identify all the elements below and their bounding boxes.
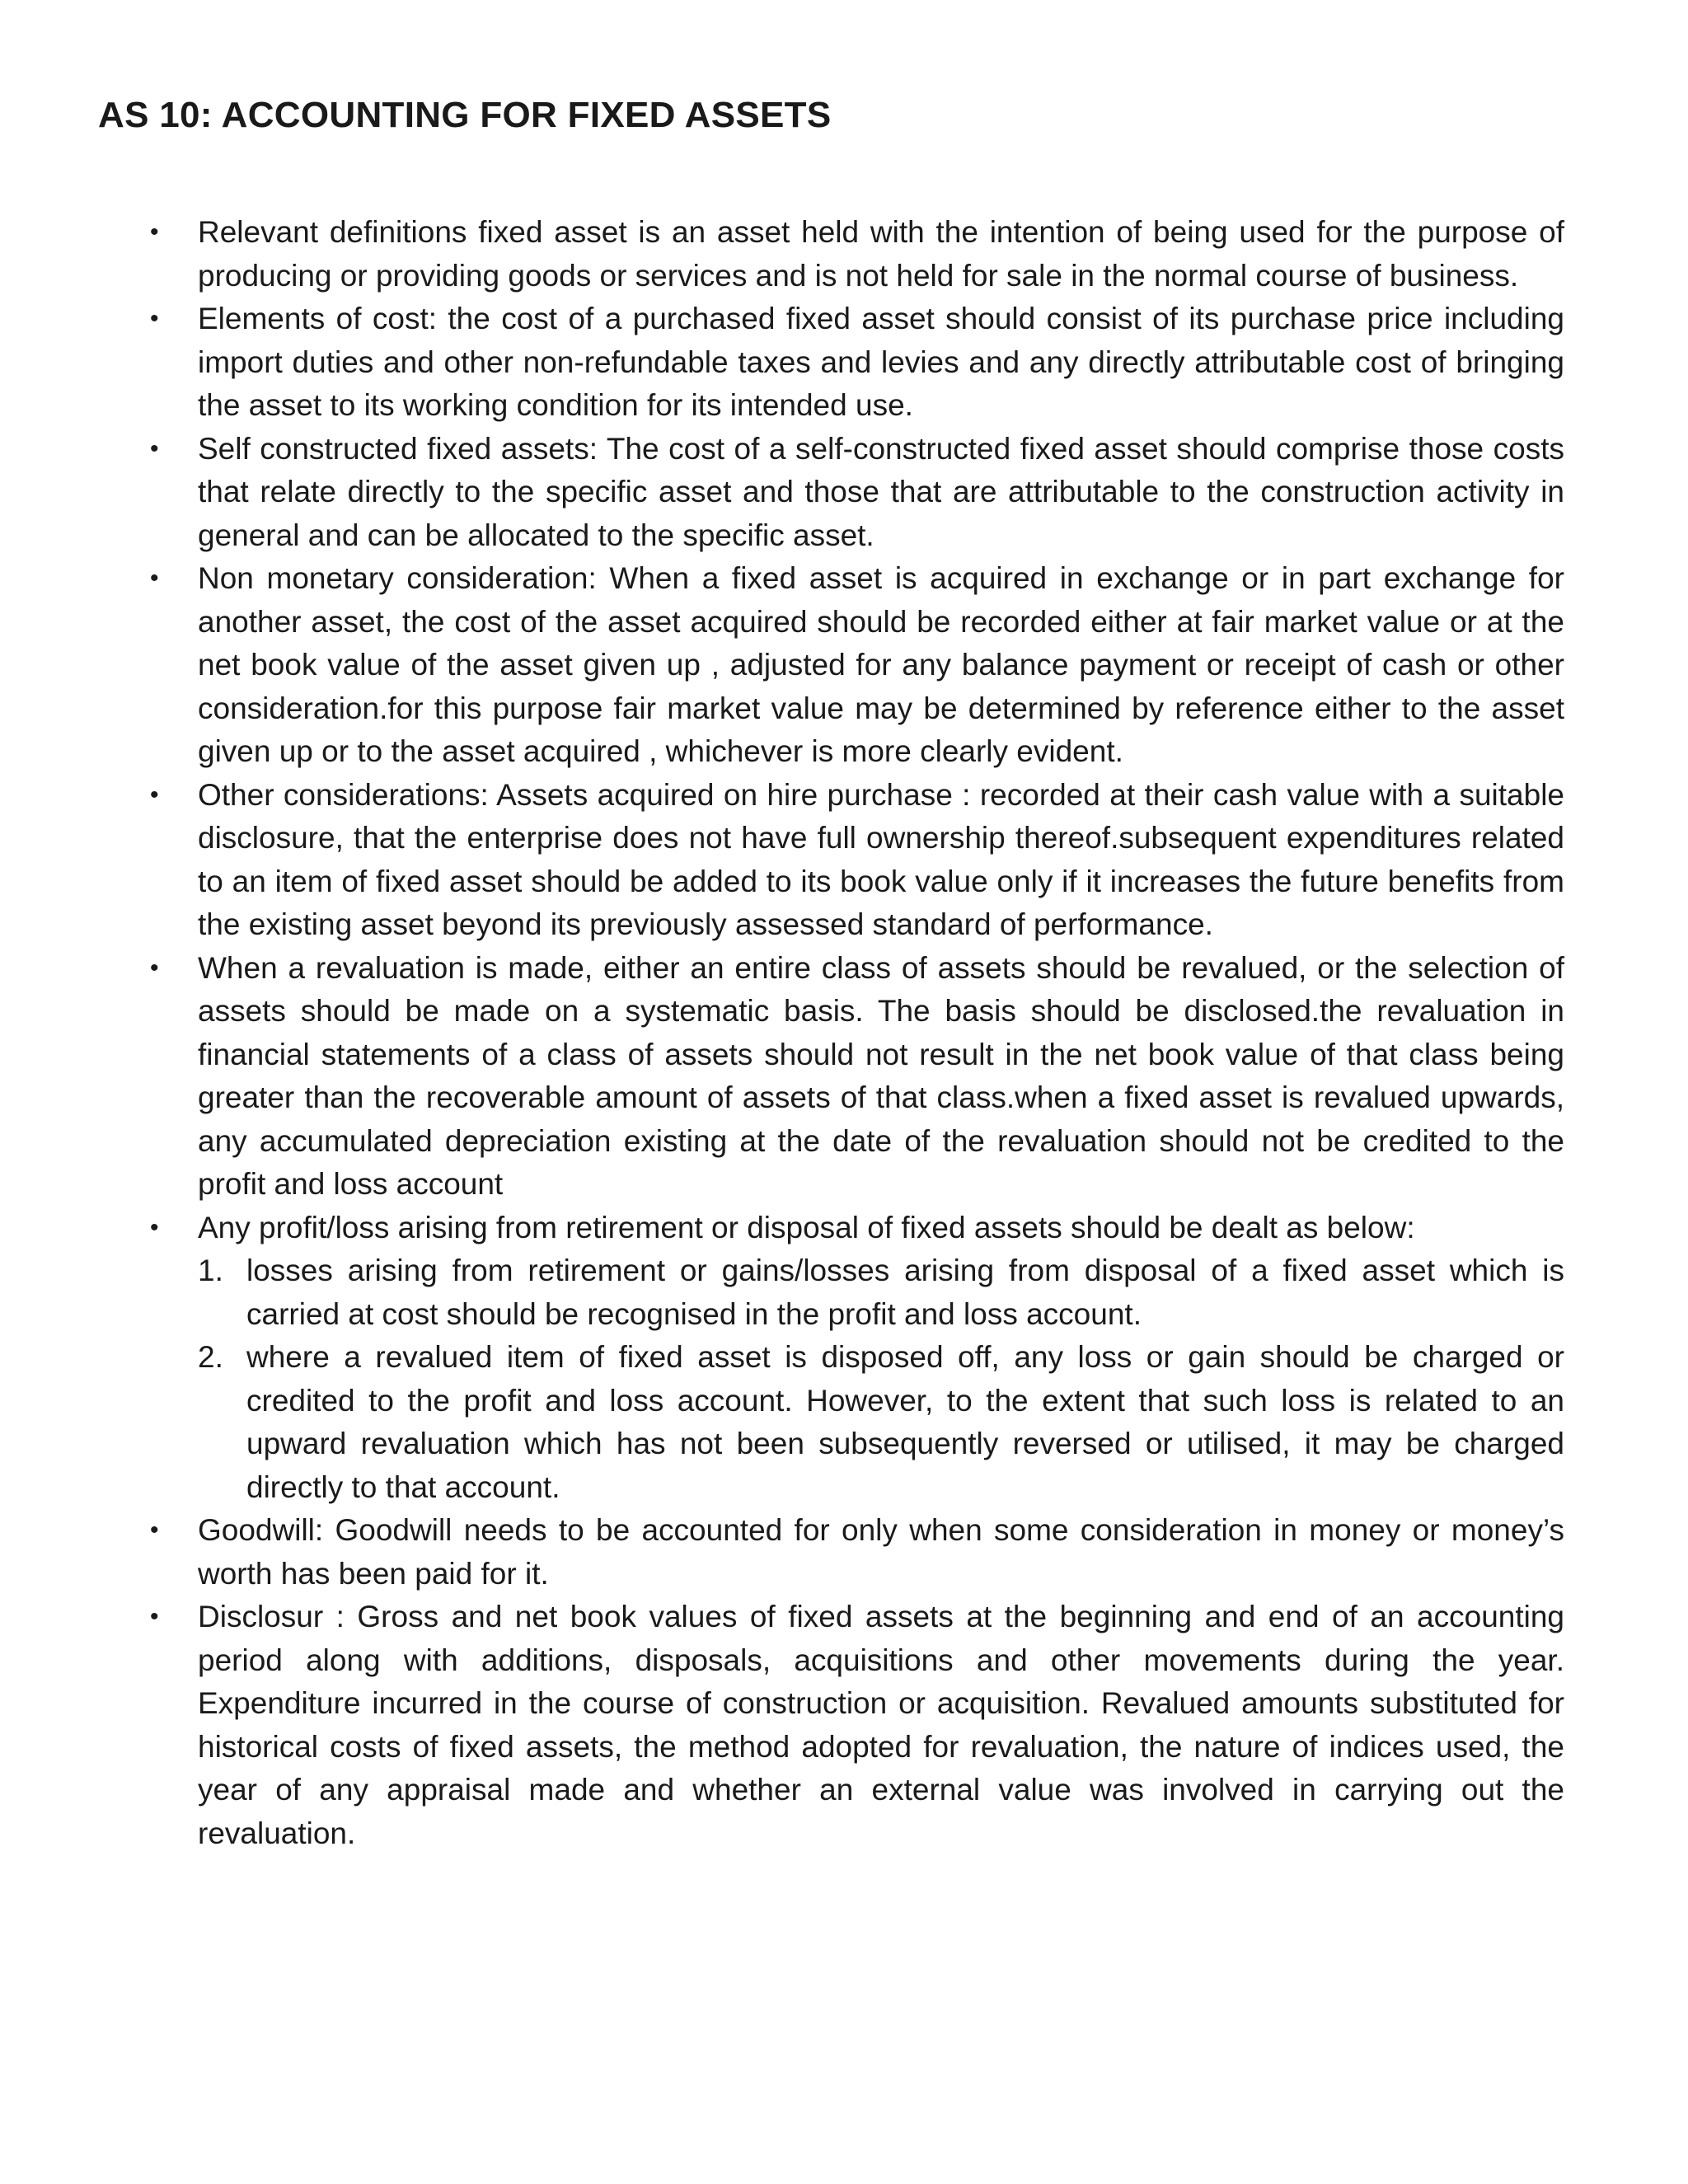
bullet-text: Relevant definitions fixed asset is an asset held with the intention of being used for the purpose of producing or providing goods or services and is not held for sale in the normal course of business.: [198, 215, 1564, 293]
bullet-item-self-constructed: [150, 428, 1564, 558]
bullet-icon: •: [150, 565, 159, 592]
bullet-icon: •: [150, 218, 159, 246]
bullet-icon: •: [150, 954, 159, 982]
numbered-item-text: losses arising from retirement or gains/losses arising from disposal of a fixed asset which is carried at cost should be recognised in the profit and loss account.: [246, 1254, 1564, 1331]
bullet-icon: •: [150, 1213, 159, 1241]
bullet-item-retirement-disposal: [150, 1207, 1564, 1510]
bullet-item-elements-of-cost: [150, 298, 1564, 428]
bullet-item-other-considerations: [150, 774, 1564, 947]
bullet-text: Other considerations: Assets acquired on hire purchase : recorded at their cash value with a suitable disclosure, that the enterprise does not have full ownership thereof.subsequent expenditures related to an item of fixed asset should be added to its book value only if it increases the future benefits from the existing asset beyond its previously assessed standard of performance.: [198, 777, 1564, 941]
bullet-text: Self constructed fixed assets: The cost of a self-constructed fixed asset should comprise those costs that relate directly to the specific asset and those that are attributable to the construction activity in general and can be allocated to the specific asset.: [198, 431, 1564, 552]
bullet-text: Disclosur : Gross and net book values of fixed assets at the beginning and end of an accounting period along with additions, disposals, acquisitions and other movements during the year. Expenditure incurred in the course of construction or acquisition. Revalued amounts substituted for historical costs of fixed assets, the method adopted for revaluation, the nature of indices used, the year of any appraisal made and whether an external value was involved in carrying out the revaluation.: [198, 1600, 1564, 1850]
numbered-item: [198, 1336, 1564, 1509]
document-title: AS 10: ACCOUNTING FOR FIXED ASSETS: [98, 95, 832, 135]
bullet-icon: •: [150, 1603, 159, 1630]
bullet-item-non-monetary: [150, 557, 1564, 774]
bullet-icon: •: [150, 434, 159, 462]
numbered-item: [198, 1249, 1564, 1336]
numbered-item-text: where a revalued item of fixed asset is disposed off, any loss or gain should be charged or credited to the profit and loss account. However, to the extent that such loss is related to an upward revaluation which has not been subsequently reversed or utilised, it may be charged directly to that account.: [246, 1340, 1564, 1504]
bullet-text: Non monetary consideration: When a fixed asset is acquired in exchange or in part exchange for another asset, the cost of the asset acquired should be recorded either at fair market value or at the net book value of the asset given up , adjusted for any balance payment or receipt of cash or other consideration.for this purpose fair market value may be determined by reference either to the asset given up or to the asset acquired , whichever is more clearly evident.: [198, 561, 1564, 768]
bullet-text: Any profit/loss arising from retirement or disposal of fixed assets should be dealt as below:: [198, 1210, 1415, 1244]
item-number: 1.: [198, 1254, 223, 1287]
item-number: 2.: [198, 1340, 223, 1374]
bullet-text: Goodwill: Goodwill needs to be accounted for only when some consideration in money or money’s worth has been paid for it.: [198, 1513, 1564, 1591]
bullet-icon: •: [150, 1516, 159, 1544]
bullet-item-revaluation: [150, 947, 1564, 1207]
bullet-text: When a revaluation is made, either an entire class of assets should be revalued, or the selection of assets should be made on a systematic basis. The basis should be disclosed.the revaluation in financial statements of a class of assets should not result in the net book value of that class being greater than the recoverable amount of assets of that class.when a fixed asset is revalued upwards, any accumulated depreciation existing at the date of the revaluation should not be credited to the profit and loss account: [198, 950, 1564, 1201]
bullet-item-definitions: [150, 211, 1564, 298]
numbered-sublist: [198, 1249, 1564, 1509]
bullet-list: [0, 211, 1688, 1855]
bullet-item-goodwill: [150, 1509, 1564, 1596]
bullet-icon: •: [150, 305, 159, 332]
bullet-item-disclosure: [150, 1596, 1564, 1855]
bullet-text: Elements of cost: the cost of a purchased fixed asset should consist of its purchase price including import duties and other non-refundable taxes and levies and any directly attributable cost of bringing the asset to its working condition for its intended use.: [198, 302, 1564, 422]
bullet-icon: •: [150, 780, 159, 808]
